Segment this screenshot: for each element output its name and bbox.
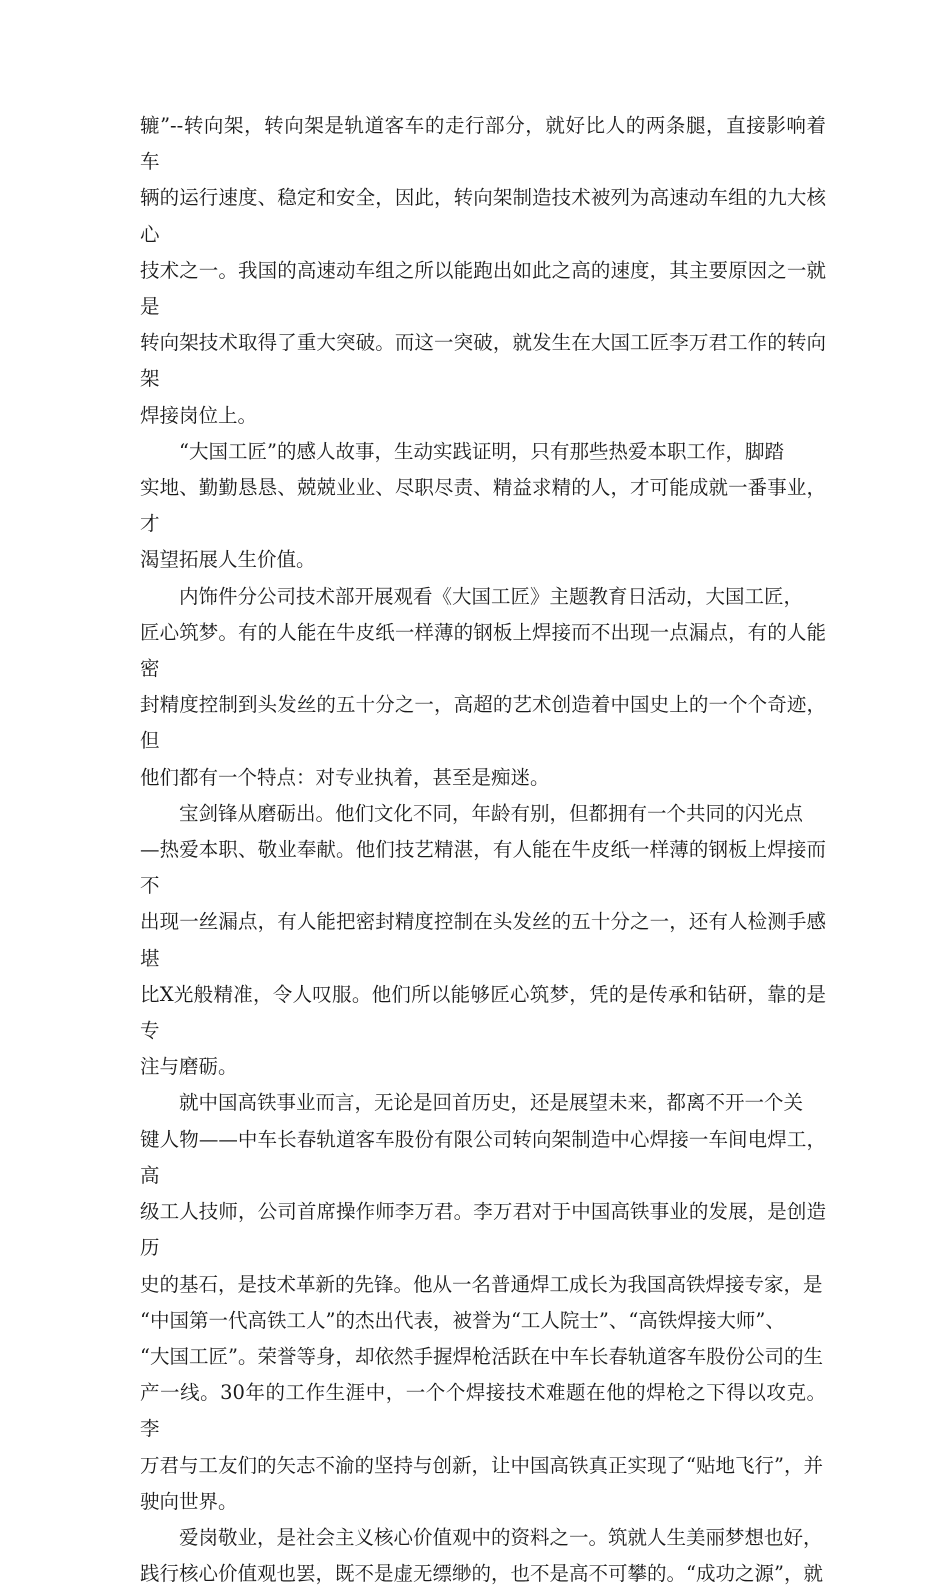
text-line: 匠心筑梦。有的人能在牛皮纸一样薄的钢板上焊接而不出现一点漏点，有的人能密 [140, 620, 826, 681]
document-body [140, 108, 826, 1592]
text-line: 技术之一。我国的高速动车组之所以能跑出如此之高的速度，其主要原因之一就是 [140, 258, 826, 319]
text-line: 内饰件分公司技术部开展观看《大国工匠》主题教育日活动，大国工匠， [179, 584, 804, 608]
text-line: 渴望拓展人生价值。 [140, 548, 316, 572]
paragraph [140, 796, 826, 1086]
text-line: 爱岗敬业，是社会主义核心价值观中的资料之一。筑就人生美丽梦想也好， [179, 1525, 823, 1549]
text-line: 他们都有一个特点：对专业执着，甚至是痴迷。 [140, 765, 550, 789]
text-line: 注与磨砺。 [140, 1055, 238, 1079]
text-line: 宝剑锋从磨砺出。他们文化不同，年龄有别，但都拥有一个共同的闪光点 [179, 801, 804, 825]
paragraph [140, 108, 826, 434]
text-line: 出现一丝漏点，有人能把密封精度控制在头发丝的五十分之一，还有人检测手感堪 [140, 910, 826, 970]
paragraph [140, 1520, 826, 1592]
text-line: 践行核心价值观也罢，既不是虚无缥缈的，也不是高不可攀的。“成功之源”，就 [140, 1562, 823, 1586]
text-line: —热爱本职、敬业奉献。他们技艺精湛，有人能在牛皮纸一样薄的钢板上焊接而不 [140, 838, 826, 898]
text-line: 万君与工友们的矢志不渝的坚持与创新，让中国高铁真正实现了“贴地飞行”，并 [140, 1453, 823, 1477]
text-line: 键人物——中车长春轨道客车股份有限公司转向架制造中心焊接一车间电焊工，高 [140, 1127, 826, 1187]
text-line: 产一线。30年的工作生涯中，一个个焊接技术难题在他的焊枪之下得以攻克。李 [140, 1381, 826, 1441]
text-line: 转向架技术取得了重大突破。而这一突破，就发生在大国工匠李万君工作的转向架 [140, 331, 826, 391]
text-line: 就中国高铁事业而言，无论是回首历史，还是展望未来，都离不开一个关 [179, 1091, 804, 1115]
text-line: 实地、勤勤恳恳、兢兢业业、尽职尽责、精益求精的人，才可能成就一番事业，才 [140, 476, 826, 536]
paragraph [140, 1085, 826, 1519]
text-line: 比X光般精准，令人叹服。他们所以能够匠心筑梦，凭的是传承和钻研，靠的是专 [140, 982, 826, 1043]
text-line: “大国工匠”。荣誉等身，却依然手握焊枪活跃在中车长春轨道客车股份公司的生 [140, 1344, 823, 1368]
text-line: 辆的运行速度、稳定和安全，因此，转向架制造技术被列为高速动车组的九大核心 [140, 186, 826, 246]
text-line: 驶向世界。 [140, 1489, 238, 1513]
text-line: 级工人技师，公司首席操作师李万君。李万君对于中国高铁事业的发展，是创造历 [140, 1200, 826, 1260]
text-line: “大国工匠”的感人故事，生动实践证明，只有那些热爱本职工作，脚踏 [179, 439, 784, 463]
text-line: 封精度控制到头发丝的五十分之一，高超的艺术创造着中国史上的一个个奇迹，但 [140, 693, 826, 753]
paragraph [140, 579, 826, 796]
paragraph [140, 434, 826, 579]
text-line: “中国第一代高铁工人”的杰出代表，被誉为“工人院士”、“高铁焊接大师”、 [140, 1308, 785, 1332]
text-line: 史的基石，是技术革新的先锋。他从一名普通焊工成长为我国高铁焊接专家，是 [140, 1272, 823, 1296]
text-line: 辘”--转向架，转向架是轨道客车的走行部分，就好比人的两条腿，直接影响着车 [140, 114, 826, 174]
text-line: 焊接岗位上。 [140, 403, 258, 427]
